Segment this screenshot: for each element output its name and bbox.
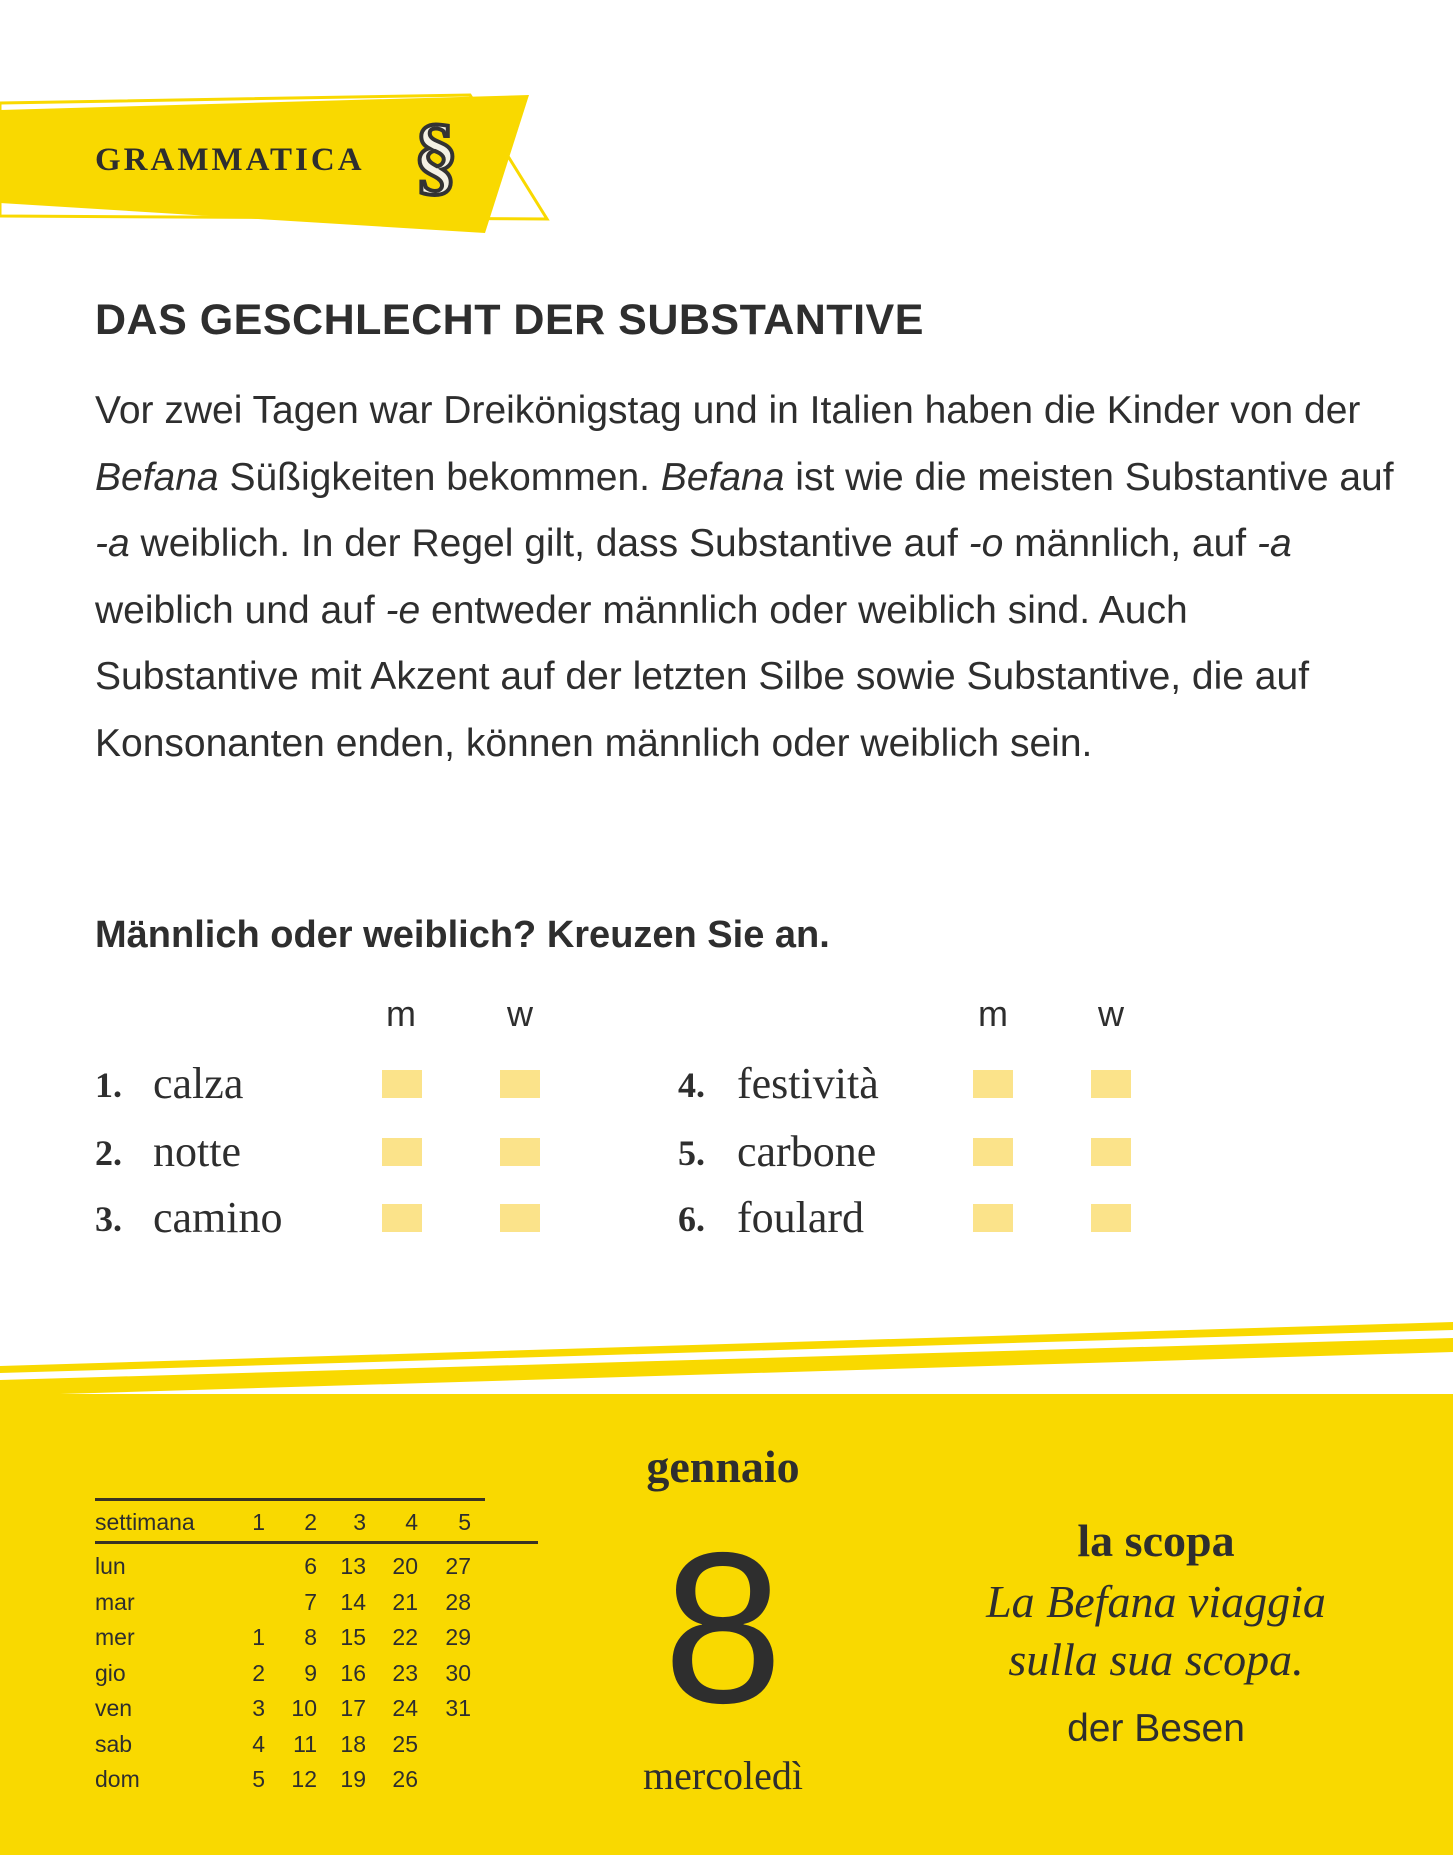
- item-number: 6.: [678, 1199, 705, 1239]
- calendar-day: 6: [304, 1553, 317, 1579]
- item-word: notte: [153, 1127, 241, 1176]
- calendar-day: 8: [304, 1624, 317, 1650]
- calendar-day: 21: [392, 1588, 418, 1615]
- calendar-day: 12: [291, 1766, 317, 1792]
- calendar-day: 1: [252, 1624, 265, 1650]
- weekday-label: mer: [95, 1624, 135, 1650]
- calendar-day: 5: [252, 1766, 265, 1792]
- month-name: gennaio: [646, 1441, 800, 1492]
- example-line: La Befana viaggia: [986, 1576, 1326, 1627]
- item-word: festività: [737, 1059, 879, 1108]
- week-number: 2: [304, 1509, 317, 1535]
- weekday-label: lun: [95, 1553, 126, 1579]
- calendar-day: 30: [445, 1659, 471, 1686]
- weekday-label: dom: [95, 1766, 140, 1792]
- calendar-day: 4: [252, 1730, 265, 1757]
- page-heading: DAS GESCHLECHT DER SUBSTANTIVE: [95, 296, 924, 344]
- weekday-label: gio: [95, 1659, 126, 1686]
- checkbox-w[interactable]: [1091, 1138, 1131, 1166]
- column-header-w: w: [507, 993, 533, 1034]
- checkbox-w[interactable]: [1091, 1070, 1131, 1098]
- column-header-w: w: [1098, 993, 1124, 1034]
- item-number: 4.: [678, 1065, 705, 1105]
- vocab-word: la scopa: [1077, 1515, 1235, 1566]
- calendar-day: 13: [340, 1553, 366, 1579]
- checkbox-w[interactable]: [500, 1070, 540, 1098]
- item-word: carbone: [737, 1127, 877, 1176]
- vocab-translation: der Besen: [1067, 1707, 1245, 1750]
- section-title: GRAMMATICA: [95, 142, 365, 178]
- calendar-day: 7: [304, 1588, 317, 1615]
- checkbox-m[interactable]: [973, 1204, 1013, 1232]
- calendar-day: 10: [291, 1695, 317, 1721]
- weekday-label: ven: [95, 1695, 133, 1721]
- example-line: sulla sua scopa.: [1008, 1634, 1304, 1685]
- calendar-day: 29: [445, 1624, 471, 1650]
- calendar-header-label: settimana: [95, 1509, 195, 1535]
- calendar-day: 22: [392, 1624, 418, 1650]
- calendar-day: 20: [392, 1553, 418, 1579]
- checkbox-w[interactable]: [500, 1138, 540, 1166]
- calendar-top-rule: [95, 1498, 485, 1501]
- calendar-day: 23: [392, 1659, 418, 1686]
- calendar-day: 28: [445, 1588, 471, 1615]
- item-number: 5.: [678, 1133, 705, 1173]
- item-word: foulard: [737, 1193, 865, 1242]
- calendar-day: 2: [252, 1659, 265, 1686]
- column-header-m: m: [978, 993, 1008, 1034]
- checkbox-m[interactable]: [382, 1138, 422, 1166]
- checkbox-m[interactable]: [382, 1204, 422, 1232]
- calendar-day: 27: [445, 1553, 471, 1579]
- weekday-label: mar: [95, 1588, 135, 1615]
- calendar-day: 24: [392, 1695, 418, 1721]
- calendar-day: 25: [392, 1730, 418, 1757]
- calendar-day: 26: [392, 1766, 418, 1792]
- checkbox-m[interactable]: [382, 1070, 422, 1098]
- calendar-day: 16: [340, 1659, 366, 1686]
- calendar-day: 3: [252, 1695, 265, 1721]
- calendar-day: 18: [340, 1730, 366, 1757]
- checkbox-m[interactable]: [973, 1070, 1013, 1098]
- week-number: 5: [458, 1509, 471, 1535]
- item-number: 3.: [95, 1199, 122, 1239]
- item-number: 1.: [95, 1065, 122, 1105]
- calendar-day: 14: [340, 1588, 366, 1615]
- item-number: 2.: [95, 1133, 122, 1173]
- item-word: calza: [153, 1059, 244, 1108]
- weekday-label: sab: [95, 1730, 133, 1757]
- exercise-question: Männlich oder weiblich? Kreuzen Sie an.: [95, 914, 830, 956]
- vocab-example: [906, 1573, 1406, 1689]
- explanation-paragraph: Vor zwei Tagen war Dreikönigstag und in Italien haben die Kinder von der Befana Süßigkeiten bekommen. Befana ist wie die meisten Substantive auf -a weiblich. In der Regel gilt, dass Substantive auf -o männlich, auf -a weiblich und auf -e entweder männlich oder weiblich sind. Auch Substantive mit Akzent auf der letzten Silbe sowie Substantive, die auf Konsonanten enden, können männlich oder weiblich sein.: [95, 389, 1394, 765]
- calendar-day: 31: [445, 1695, 471, 1721]
- calendar-day: 11: [293, 1730, 317, 1757]
- item-word: camino: [153, 1193, 283, 1242]
- week-number: 3: [353, 1509, 366, 1535]
- paragraph-sign-icon: §: [414, 107, 458, 204]
- column-header-m: m: [386, 993, 416, 1034]
- checkbox-w[interactable]: [1091, 1204, 1131, 1232]
- checkbox-w[interactable]: [500, 1204, 540, 1232]
- calendar-day: 19: [340, 1766, 366, 1792]
- day-number: 8: [663, 1507, 783, 1748]
- week-number: 4: [405, 1509, 418, 1535]
- calendar-day: 15: [340, 1624, 366, 1650]
- calendar-day: 17: [340, 1695, 366, 1721]
- weekday-name: mercoledì: [643, 1753, 803, 1798]
- calendar-day: 9: [304, 1659, 317, 1686]
- week-number: 1: [252, 1509, 265, 1535]
- calendar-header-rule: [95, 1541, 538, 1544]
- checkbox-m[interactable]: [973, 1138, 1013, 1166]
